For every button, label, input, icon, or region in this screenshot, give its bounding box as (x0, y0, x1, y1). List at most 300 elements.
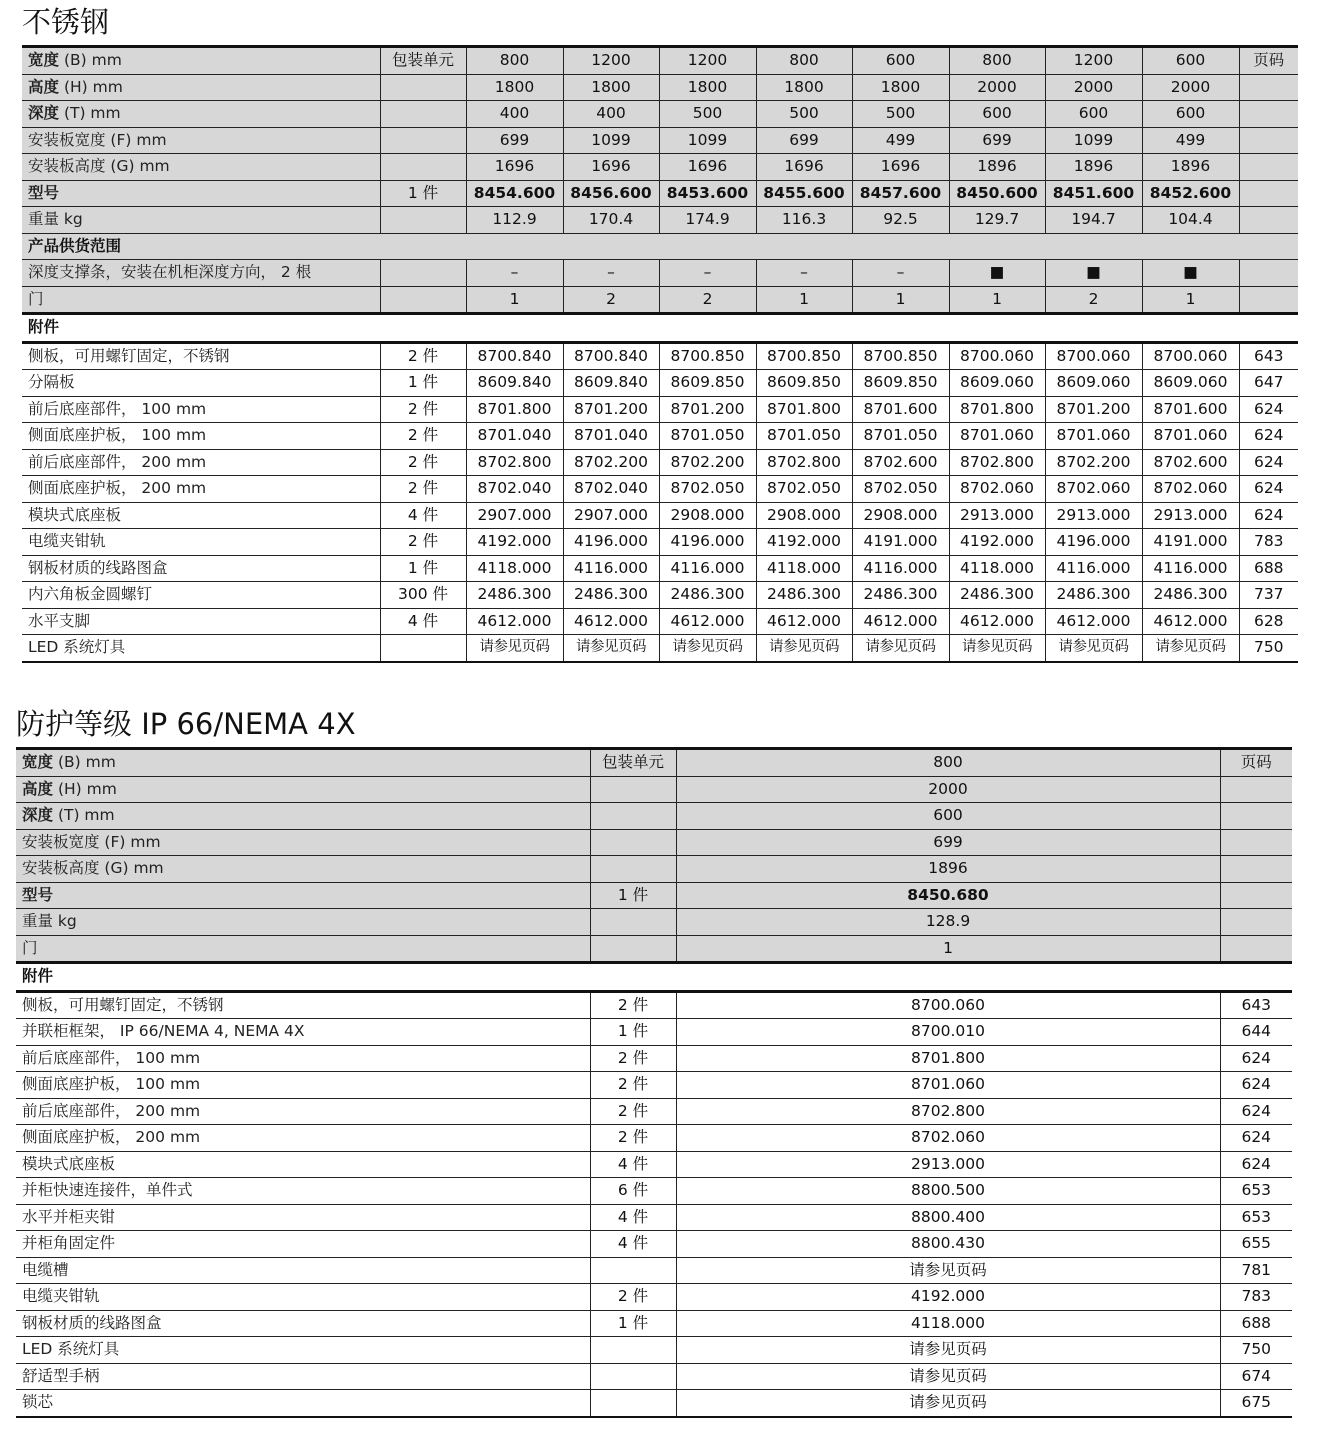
spec-value: 499 (852, 127, 949, 154)
accessory-unit: 2 件 (590, 1125, 676, 1152)
accessory-part-number: 8702.200 (563, 449, 659, 476)
row-label-text: (H) mm (59, 77, 123, 96)
spec-value: 129.7 (949, 207, 1045, 234)
page-cell (1220, 829, 1292, 856)
accessory-part-number: 4116.000 (1142, 555, 1239, 582)
accessory-part-number: 4192.000 (676, 1284, 1220, 1311)
row-label-text: 安装板高度 (G) mm (22, 859, 164, 878)
accessory-part-number: 4118.000 (949, 555, 1045, 582)
scope-header: 产品供货范围 (22, 233, 1298, 260)
page-cell (1220, 856, 1292, 883)
scope-value: 1 (756, 286, 852, 314)
accessories-header: 附件 (22, 314, 1298, 343)
accessory-part-number: 请参见页码 (1045, 635, 1142, 662)
page-cell (1220, 882, 1292, 909)
page-cell (1239, 260, 1298, 287)
accessory-part-number: 2907.000 (563, 502, 659, 529)
accessory-part-number: 请参见页码 (676, 1257, 1220, 1284)
accessory-label: 电缆夹钳轨 (16, 1284, 590, 1311)
scope-value: 1 (852, 286, 949, 314)
accessory-part-number: 请参见页码 (466, 635, 563, 662)
accessory-unit (590, 1257, 676, 1284)
accessory-label: 侧面底座护板， 200 mm (16, 1125, 590, 1152)
accessory-part-number: 请参见页码 (563, 635, 659, 662)
row-label-text: 重量 kg (22, 912, 77, 931)
accessory-part-number: 4116.000 (659, 555, 756, 582)
accessory-part-number: 2908.000 (852, 502, 949, 529)
spec-value: 1800 (659, 74, 756, 101)
accessory-part-number: 8700.840 (563, 342, 659, 370)
accessory-page: 783 (1220, 1284, 1292, 1311)
accessory-page: 653 (1220, 1178, 1292, 1205)
unit-cell (590, 856, 676, 883)
accessory-page: 647 (1239, 370, 1298, 397)
spec-row (22, 101, 1298, 128)
unit-cell (380, 207, 466, 234)
spec-value: 699 (949, 127, 1045, 154)
page-cell (1220, 935, 1292, 963)
spec-value: 800 (676, 749, 1220, 777)
spec-value: 2000 (949, 74, 1045, 101)
accessory-unit: 1 件 (590, 1019, 676, 1046)
accessory-label: 水平并柜夹钳 (16, 1204, 590, 1231)
scope-value: ■ (1045, 260, 1142, 287)
accessory-part-number: 8702.060 (1045, 476, 1142, 503)
accessory-unit: 2 件 (380, 396, 466, 423)
scope-value: ■ (949, 260, 1045, 287)
spec-value: 600 (949, 101, 1045, 128)
accessory-part-number: 4192.000 (756, 529, 852, 556)
spec-value: 699 (466, 127, 563, 154)
accessory-page: 688 (1239, 555, 1298, 582)
spec-label (22, 101, 380, 128)
accessory-row (16, 1151, 1292, 1178)
unit-cell (590, 803, 676, 830)
accessory-part-number: 2486.300 (563, 582, 659, 609)
accessory-part-number: 请参见页码 (852, 635, 949, 662)
accessory-part-number: 8702.800 (466, 449, 563, 476)
spec-value: 1696 (756, 154, 852, 181)
accessory-unit: 4 件 (380, 608, 466, 635)
spec-value: 600 (852, 47, 949, 75)
spec-label (16, 829, 590, 856)
unit-cell (380, 286, 466, 314)
accessory-part-number: 4612.000 (1142, 608, 1239, 635)
accessory-part-number: 4612.000 (949, 608, 1045, 635)
spec-label (16, 803, 590, 830)
accessory-label: 锁芯 (16, 1390, 590, 1417)
accessory-part-number: 4196.000 (659, 529, 756, 556)
spec-label (22, 74, 380, 101)
spec-value: 8451.600 (1045, 180, 1142, 207)
accessory-row (16, 1019, 1292, 1046)
accessories-header-row (16, 963, 1292, 992)
accessory-page: 643 (1239, 342, 1298, 370)
row-label-bold: 深度 (28, 104, 60, 123)
accessory-unit (380, 635, 466, 662)
spec-value: 1800 (852, 74, 949, 101)
spec-value: 1696 (563, 154, 659, 181)
spec-value: 8452.600 (1142, 180, 1239, 207)
accessory-label: 侧面底座护板， 200 mm (22, 476, 380, 503)
accessory-part-number: 8701.050 (659, 423, 756, 450)
accessory-row (22, 635, 1298, 662)
row-label-bold: 宽度 (28, 51, 60, 70)
spec-value: 600 (1142, 47, 1239, 75)
accessory-page: 624 (1239, 449, 1298, 476)
accessory-label: 电缆槽 (16, 1257, 590, 1284)
accessory-page: 624 (1220, 1045, 1292, 1072)
spec-value: 1200 (563, 47, 659, 75)
accessory-part-number: 2486.300 (1045, 582, 1142, 609)
accessory-part-number: 8700.060 (1045, 342, 1142, 370)
accessory-part-number: 4118.000 (756, 555, 852, 582)
accessory-label: 侧面底座护板， 100 mm (16, 1072, 590, 1099)
spec-row (16, 909, 1292, 936)
accessory-part-number: 8702.060 (1142, 476, 1239, 503)
accessory-label: 模块式底座板 (22, 502, 380, 529)
accessory-row (22, 370, 1298, 397)
spec-label (22, 127, 380, 154)
scope-value: – (466, 260, 563, 287)
accessory-part-number: 2913.000 (949, 502, 1045, 529)
accessory-page: 653 (1220, 1204, 1292, 1231)
spec-label (16, 776, 590, 803)
accessory-row (22, 608, 1298, 635)
accessory-part-number: 4192.000 (949, 529, 1045, 556)
accessory-part-number: 4118.000 (676, 1310, 1220, 1337)
accessory-part-number: 2486.300 (659, 582, 756, 609)
accessory-page: 624 (1239, 396, 1298, 423)
accessory-part-number: 2486.300 (852, 582, 949, 609)
accessory-label: 侧板，可用螺钉固定，不锈钢 (16, 991, 590, 1019)
spec-value: 2000 (1045, 74, 1142, 101)
accessory-part-number: 2486.300 (466, 582, 563, 609)
accessory-unit: 2 件 (380, 342, 466, 370)
scope-value: 2 (659, 286, 756, 314)
accessory-part-number: 8702.600 (1142, 449, 1239, 476)
row-label-text: (T) mm (59, 104, 121, 123)
accessory-label: 前后底座部件， 100 mm (22, 396, 380, 423)
accessory-page: 624 (1239, 423, 1298, 450)
unit-cell (590, 776, 676, 803)
accessory-part-number: 请参见页码 (756, 635, 852, 662)
accessory-row (22, 476, 1298, 503)
spec-value: 8453.600 (659, 180, 756, 207)
spec-value: 800 (466, 47, 563, 75)
accessory-part-number: 8701.060 (1142, 423, 1239, 450)
row-label-bold: 高度 (22, 779, 54, 798)
row-label-bold: 型号 (22, 885, 54, 904)
scope-value: 1 (949, 286, 1045, 314)
accessory-part-number: 8701.040 (466, 423, 563, 450)
accessory-part-number: 8800.400 (676, 1204, 1220, 1231)
spec-value: 112.9 (466, 207, 563, 234)
accessory-row (16, 1178, 1292, 1205)
unit-cell (590, 935, 676, 963)
accessory-part-number: 2913.000 (676, 1151, 1220, 1178)
accessory-page: 674 (1220, 1363, 1292, 1390)
accessory-row (22, 423, 1298, 450)
accessory-label: 并联柜框架， IP 66/NEMA 4, NEMA 4X (16, 1019, 590, 1046)
accessory-part-number: 8700.060 (1142, 342, 1239, 370)
accessory-unit: 2 件 (380, 449, 466, 476)
spec-value: 500 (852, 101, 949, 128)
spec-value: 500 (756, 101, 852, 128)
accessory-label: 并柜快速连接件，单件式 (16, 1178, 590, 1205)
unit-cell: 1 件 (590, 882, 676, 909)
accessory-page: 624 (1239, 476, 1298, 503)
spec-value: 8455.600 (756, 180, 852, 207)
accessory-part-number: 8701.800 (466, 396, 563, 423)
page-cell (1239, 74, 1298, 101)
spec-value: 92.5 (852, 207, 949, 234)
spec-row (22, 154, 1298, 181)
accessory-part-number: 8701.800 (676, 1045, 1220, 1072)
spec-value: 116.3 (756, 207, 852, 234)
accessory-part-number: 4191.000 (852, 529, 949, 556)
accessory-part-number: 4612.000 (1045, 608, 1142, 635)
spec-value: 2000 (676, 776, 1220, 803)
scope-value: 1 (466, 286, 563, 314)
scope-row (22, 260, 1298, 287)
accessory-part-number: 4196.000 (563, 529, 659, 556)
accessory-part-number: 请参见页码 (949, 635, 1045, 662)
accessory-part-number: 8700.010 (676, 1019, 1220, 1046)
scope-label: 门 (22, 286, 380, 314)
accessory-unit: 2 件 (590, 1072, 676, 1099)
spec-value: 499 (1142, 127, 1239, 154)
accessory-part-number: 4612.000 (659, 608, 756, 635)
accessory-part-number: 8609.060 (949, 370, 1045, 397)
accessory-part-number: 8702.200 (659, 449, 756, 476)
accessory-part-number: 请参见页码 (676, 1390, 1220, 1417)
accessory-part-number: 2908.000 (659, 502, 756, 529)
spec-row (16, 829, 1292, 856)
row-label-text: 安装板宽度 (F) mm (22, 832, 161, 851)
accessory-unit: 4 件 (590, 1231, 676, 1258)
accessory-part-number: 8700.060 (676, 991, 1220, 1019)
accessory-part-number: 8700.850 (756, 342, 852, 370)
row-label-bold: 高度 (28, 77, 60, 96)
page-cell (1220, 909, 1292, 936)
spec-value: 1800 (563, 74, 659, 101)
accessory-label: 模块式底座板 (16, 1151, 590, 1178)
accessory-part-number: 8800.430 (676, 1231, 1220, 1258)
spec-value: 500 (659, 101, 756, 128)
spec-value: 1896 (1045, 154, 1142, 181)
accessory-part-number: 8609.850 (756, 370, 852, 397)
accessory-part-number: 4116.000 (852, 555, 949, 582)
spec-value: 1099 (659, 127, 756, 154)
accessory-page: 624 (1239, 502, 1298, 529)
accessory-page: 688 (1220, 1310, 1292, 1337)
accessory-page: 643 (1220, 991, 1292, 1019)
accessory-unit (590, 1363, 676, 1390)
spec-value: 1896 (949, 154, 1045, 181)
spec-value: 2000 (1142, 74, 1239, 101)
spec-value: 194.7 (1045, 207, 1142, 234)
unit-cell (380, 127, 466, 154)
accessory-part-number: 8701.060 (949, 423, 1045, 450)
accessory-part-number: 8800.500 (676, 1178, 1220, 1205)
accessory-label: 侧板，可用螺钉固定，不锈钢 (22, 342, 380, 370)
spec-label (16, 935, 590, 963)
scope-row (22, 286, 1298, 314)
accessory-part-number: 4116.000 (1045, 555, 1142, 582)
accessory-row (22, 582, 1298, 609)
accessory-label: 钢板材质的线路图盒 (16, 1310, 590, 1337)
accessory-part-number: 8702.060 (676, 1125, 1220, 1152)
accessory-part-number: 2913.000 (1045, 502, 1142, 529)
accessory-part-number: 4196.000 (1045, 529, 1142, 556)
accessory-part-number: 8701.040 (563, 423, 659, 450)
spec-value: 1800 (756, 74, 852, 101)
spec-value: 1896 (676, 856, 1220, 883)
accessory-part-number: 4612.000 (756, 608, 852, 635)
page-cell (1239, 101, 1298, 128)
accessory-part-number: 8609.840 (563, 370, 659, 397)
accessory-part-number: 2907.000 (466, 502, 563, 529)
spec-row (16, 935, 1292, 963)
accessory-row (22, 529, 1298, 556)
row-label-text: 安装板高度 (G) mm (28, 157, 170, 176)
accessory-part-number: 请参见页码 (659, 635, 756, 662)
accessory-part-number: 8701.060 (676, 1072, 1220, 1099)
accessory-part-number: 2908.000 (756, 502, 852, 529)
row-label-text: (T) mm (53, 806, 115, 825)
scope-value: – (756, 260, 852, 287)
accessory-row (16, 1098, 1292, 1125)
spec-value: 8457.600 (852, 180, 949, 207)
accessory-unit: 2 件 (380, 423, 466, 450)
accessory-unit: 1 件 (380, 370, 466, 397)
unit-cell: 1 件 (380, 180, 466, 207)
accessory-unit (590, 1390, 676, 1417)
accessory-part-number: 2486.300 (949, 582, 1045, 609)
row-label-bold: 型号 (28, 183, 60, 202)
spec-value: 1099 (563, 127, 659, 154)
accessory-part-number: 8701.600 (852, 396, 949, 423)
page-header: 页码 (1239, 47, 1298, 75)
accessory-unit: 1 件 (380, 555, 466, 582)
spec-label (22, 180, 380, 207)
unit-cell (380, 260, 466, 287)
unit-header: 包装单元 (380, 47, 466, 75)
accessory-row (16, 1125, 1292, 1152)
accessory-part-number: 8702.040 (563, 476, 659, 503)
accessory-row (16, 1204, 1292, 1231)
accessory-label: 钢板材质的线路图盒 (22, 555, 380, 582)
row-label-bold: 宽度 (22, 753, 54, 772)
unit-header: 包装单元 (590, 749, 676, 777)
accessory-part-number: 8702.050 (852, 476, 949, 503)
accessory-unit: 4 件 (590, 1204, 676, 1231)
accessory-part-number: 8702.040 (466, 476, 563, 503)
accessory-part-number: 8609.850 (852, 370, 949, 397)
accessory-part-number: 8701.800 (949, 396, 1045, 423)
accessory-part-number: 请参见页码 (676, 1337, 1220, 1364)
accessory-page: 750 (1220, 1337, 1292, 1364)
accessory-row (22, 555, 1298, 582)
accessory-unit: 300 件 (380, 582, 466, 609)
spec-row (16, 749, 1292, 777)
accessories-header-row (22, 314, 1298, 343)
accessory-part-number: 8702.060 (949, 476, 1045, 503)
spec-value: 1696 (659, 154, 756, 181)
spec-row (16, 856, 1292, 883)
row-label-text: (B) mm (53, 753, 116, 772)
unit-cell (380, 74, 466, 101)
ip66-table (16, 747, 1292, 1418)
accessory-part-number: 8701.200 (1045, 396, 1142, 423)
accessories-header: 附件 (16, 963, 1292, 992)
accessory-part-number: 8700.060 (949, 342, 1045, 370)
accessory-part-number: 8702.050 (659, 476, 756, 503)
accessory-row (16, 1390, 1292, 1417)
spec-row (16, 803, 1292, 830)
accessory-row (22, 396, 1298, 423)
accessory-part-number: 4191.000 (1142, 529, 1239, 556)
spec-row (16, 776, 1292, 803)
accessory-page: 624 (1220, 1072, 1292, 1099)
spec-value: 1200 (1045, 47, 1142, 75)
accessory-part-number: 8609.060 (1142, 370, 1239, 397)
spec-value: 600 (676, 803, 1220, 830)
spec-row (22, 127, 1298, 154)
accessory-part-number: 8609.840 (466, 370, 563, 397)
page-cell (1239, 180, 1298, 207)
spec-row (22, 47, 1298, 75)
accessory-part-number: 4612.000 (852, 608, 949, 635)
accessory-part-number: 8609.060 (1045, 370, 1142, 397)
spec-value: 800 (756, 47, 852, 75)
accessory-part-number: 8702.050 (756, 476, 852, 503)
spec-value: 174.9 (659, 207, 756, 234)
accessory-page: 737 (1239, 582, 1298, 609)
scope-value: ■ (1142, 260, 1239, 287)
scope-value: – (563, 260, 659, 287)
spec-label (22, 154, 380, 181)
accessory-part-number: 请参见页码 (676, 1363, 1220, 1390)
accessory-label: LED 系统灯具 (22, 635, 380, 662)
spec-row (16, 882, 1292, 909)
accessory-label: 内六角板金圆螺钉 (22, 582, 380, 609)
scope-label: 深度支撑条，安装在机柜深度方向， 2 根 (22, 260, 380, 287)
accessory-row (22, 342, 1298, 370)
unit-cell (380, 101, 466, 128)
accessory-unit: 4 件 (590, 1151, 676, 1178)
accessory-part-number: 4116.000 (563, 555, 659, 582)
scope-header-row (22, 233, 1298, 260)
accessory-label: LED 系统灯具 (16, 1337, 590, 1364)
accessory-unit: 2 件 (380, 529, 466, 556)
page-cell (1220, 776, 1292, 803)
section1-title: 不锈钢 (22, 5, 110, 39)
unit-cell (590, 909, 676, 936)
spec-row (22, 207, 1298, 234)
row-label-text: 重量 kg (28, 210, 83, 229)
accessory-unit: 2 件 (590, 991, 676, 1019)
accessory-part-number: 8701.050 (756, 423, 852, 450)
accessory-label: 侧面底座护板， 100 mm (22, 423, 380, 450)
scope-value: 1 (1142, 286, 1239, 314)
accessory-unit: 2 件 (590, 1284, 676, 1311)
accessory-row (22, 449, 1298, 476)
unit-cell (380, 154, 466, 181)
accessory-part-number: 8700.840 (466, 342, 563, 370)
accessory-part-number: 8702.800 (949, 449, 1045, 476)
